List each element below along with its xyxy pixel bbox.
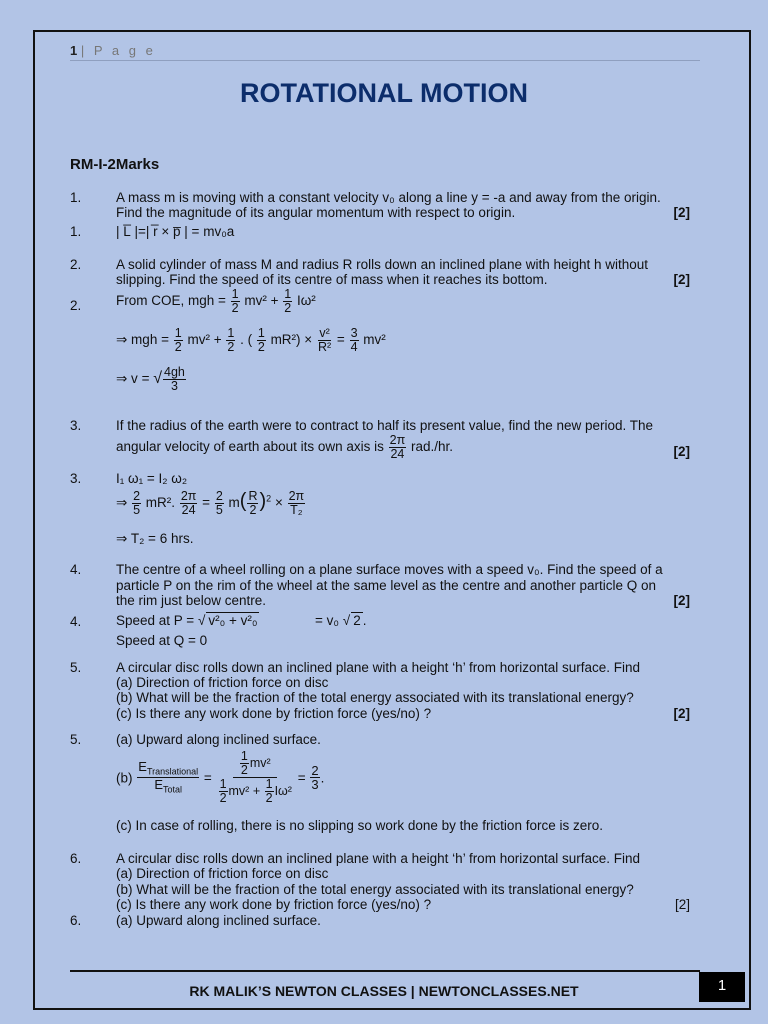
q4-line-1: The centre of a wheel rolling on a plane surface moves with a speed v₀. Find the speed of a — [116, 562, 663, 577]
q6-marks: [2] — [674, 897, 690, 912]
q6-line-3: (b) What will be the fraction of the total energy associated with its translational energy? — [116, 882, 634, 897]
q4-marks: [2] — [673, 593, 690, 608]
q2-line-2: slipping. Find the speed of its centre of mass when it reaches its bottom. — [116, 272, 548, 287]
q5-marks: [2] — [673, 706, 690, 721]
q1-line-2: Find the magnitude of its angular momentum with respect to origin. — [116, 205, 516, 220]
a4-line-2: Speed at Q = 0 — [116, 633, 208, 648]
a3-line-3: ⇒ T₂ = 6 hrs. — [116, 531, 194, 546]
q3-number: 3. — [70, 418, 82, 433]
a5-number: 5. — [70, 732, 82, 747]
q1-marks: [2] — [673, 205, 690, 220]
q1-number: 1. — [70, 190, 82, 205]
a3-line-2: ⇒ $\frac{2}{5}$ mR². $\frac{2\pi}{24}$ = $\frac{2}{5}$ m( $\frac{R}{2}$ )$^2$ × $\frac{2\pi}{\text{T₂}}$ — [116, 489, 305, 518]
q1-line-1: A mass m is moving with a constant velocity v₀ along a line y = -a and away from the origin. — [116, 190, 661, 205]
a6-line-1: (a) Upward along inclined surface. — [116, 913, 321, 928]
page-label: | P a g e — [80, 43, 156, 58]
q4-line-3: the rim just below centre. — [116, 593, 267, 608]
a2-line-3: ⇒ v = √ $\frac{4gh}{3}$ — [116, 365, 185, 394]
a2-line-2: ⇒ mgh = $\frac{1}{2}$ mv² + $\frac{1}{2}$ . ( $\frac{1}{2}$ mR²) × $\frac{\text{v²}}{\text{R²}}$ = $\frac{3}{4}$ mv² — [116, 326, 386, 355]
a3-number: 3. — [70, 471, 82, 486]
section-heading: RM-I-2Marks — [70, 156, 160, 173]
footer-text: RK MALIK’S NEWTON CLASSES | NEWTONCLASSES.NET — [189, 983, 579, 999]
q5-number: 5. — [70, 660, 82, 675]
a4-line-1: Speed at P = √ v²₀ + v²₀ = v₀ √ 2 . — [116, 613, 367, 628]
q4-line-2: particle P on the rim of the wheel at the same level as the centre and another particle Q on — [116, 578, 657, 593]
a5-line-1: (a) Upward along inclined surface. — [116, 732, 321, 747]
q6-line-1: A circular disc rolls down an inclined plane with a height ‘h’ from horizontal surface. Find — [116, 851, 641, 866]
q4-number: 4. — [70, 562, 82, 577]
q5-line-4: (c) Is there any work done by friction force (yes/no) ? — [116, 706, 432, 721]
a5-line-3: (c) In case of rolling, there is no slipping so work done by the friction force is zero. — [116, 818, 603, 833]
q6-number: 6. — [70, 851, 82, 866]
q5-line-2: (a) Direction of friction force on disc — [116, 675, 329, 690]
q3-marks: [2] — [673, 444, 690, 459]
q2-line-1: A solid cylinder of mass M and radius R rolls down an inclined plane with height h without — [116, 257, 649, 272]
q2-number: 2. — [70, 257, 82, 272]
header-divider — [70, 60, 700, 61]
a5-line-2: (b) $\frac{E_{Translational}}{E_{Total}}$ = $\frac{1}{2}$ mv² $\frac{1}{2}$ mv² + $\frac{1}{2}$ Iω² = $\frac{2}{3}$ . — [116, 749, 325, 806]
a6-number: 6. — [70, 913, 82, 928]
a1-text: | L̅ |=| r̅ × p̅ | = mv₀a — [116, 224, 235, 239]
a2-line-1: From COE, mgh = $\frac{1}{2}$ mv² + $\frac{1}{2}$ Iω² — [116, 287, 316, 316]
q2-marks: [2] — [673, 272, 690, 287]
q6-line-2: (a) Direction of friction force on disc — [116, 866, 329, 881]
a1-number: 1. — [70, 224, 82, 239]
footer-page-number: 1 — [699, 972, 745, 1002]
a3-line-1: I₁ ω₁ = I₂ ω₂ — [116, 471, 188, 486]
footer-divider — [70, 970, 700, 972]
q6-line-4: (c) Is there any work done by friction force (yes/no) ? — [116, 897, 432, 912]
q3-line-1: If the radius of the earth were to contract to half its present value, find the new period. The — [116, 418, 654, 433]
a2-number: 2. — [70, 298, 82, 313]
a4-number: 4. — [70, 614, 82, 629]
q3-line-2: angular velocity of earth about its own axis is $\frac{2\pi}{24}$ rad./hr. — [116, 433, 454, 462]
page-number: 1 — [70, 43, 78, 58]
q5-line-1: A circular disc rolls down an inclined plane with a height ‘h’ from horizontal surface. Find — [116, 660, 641, 675]
q5-line-3: (b) What will be the fraction of the total energy associated with its translational energy? — [116, 690, 634, 705]
page-header — [70, 43, 156, 58]
page-title: ROTATIONAL MOTION — [240, 78, 528, 108]
